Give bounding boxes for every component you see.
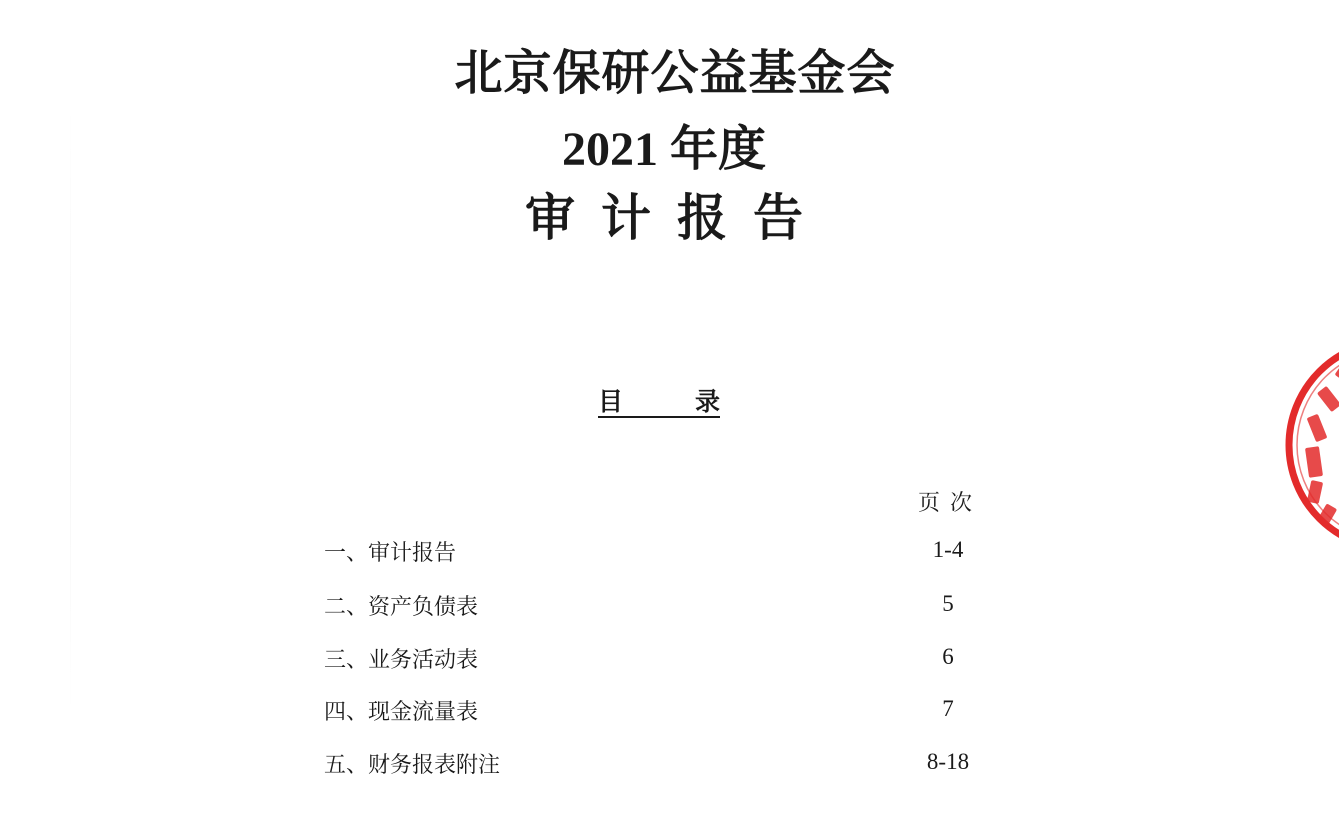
toc-item-label: 三、业务活动表 <box>324 648 479 673</box>
toc-row <box>324 748 1004 782</box>
toc-row <box>324 590 1004 624</box>
toc-heading <box>598 384 720 418</box>
toc-item-pages: 1-4 <box>932 537 964 562</box>
toc-heading-left: 目 <box>598 387 624 416</box>
toc-item-pages: 6 <box>942 644 954 669</box>
toc-item-label: 一、审计报告 <box>324 541 457 566</box>
toc-item-pages: 7 <box>942 696 954 721</box>
toc-row <box>324 643 1004 677</box>
toc-item-pages: 8-18 <box>926 749 970 774</box>
title-year: 2021 年度 <box>561 123 766 176</box>
title-report: 审计报告 <box>525 189 829 247</box>
toc-item-pages: 5 <box>942 591 954 616</box>
title-organization: 北京保研公益基金会 <box>454 45 896 101</box>
toc-row <box>324 536 1004 570</box>
toc-row <box>324 695 1004 729</box>
official-seal-icon <box>1283 335 1339 555</box>
toc-heading-right: 录 <box>694 387 720 416</box>
toc-item-label: 二、资产负债表 <box>324 595 479 620</box>
toc-item-label: 五、财务报表附注 <box>324 753 501 778</box>
page-column-header: 页次 <box>918 491 983 516</box>
toc-item-label: 四、现金流量表 <box>324 700 479 725</box>
